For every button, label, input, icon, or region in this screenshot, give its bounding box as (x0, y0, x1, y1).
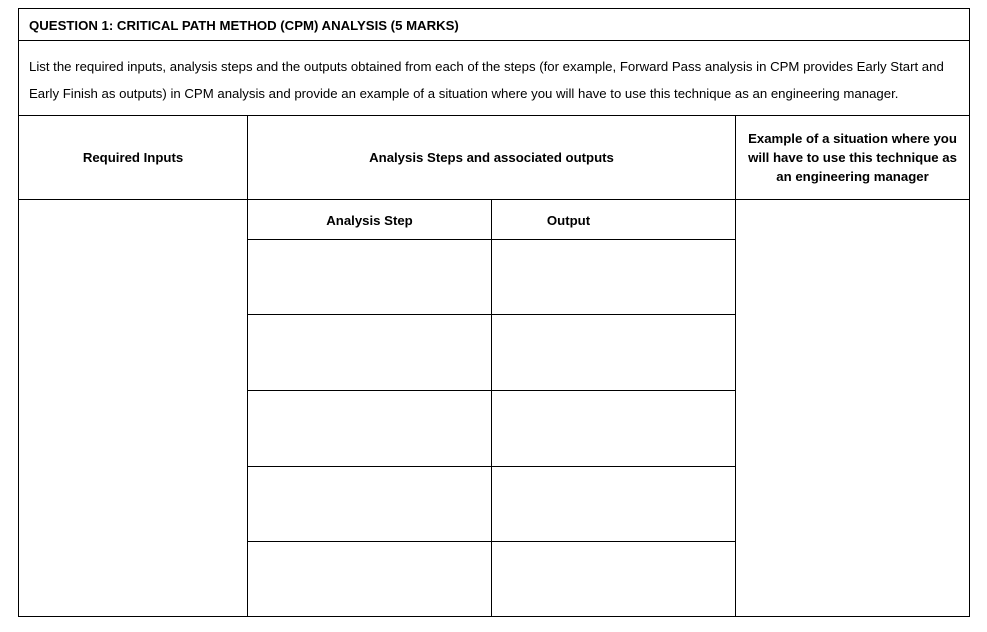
header-analysis-steps (248, 116, 735, 199)
output-cell-5[interactable] (492, 542, 735, 616)
output-cell-3[interactable] (492, 391, 735, 466)
header-example-label: Example of a situation where you will have to use this technique as an engineering manager (748, 131, 957, 184)
analysis-step-cell-5[interactable] (248, 542, 491, 616)
header-required-inputs-label: Required Inputs (82, 150, 184, 165)
header-example (736, 116, 969, 199)
analysis-step-cell-3[interactable] (248, 391, 491, 466)
subheader-output-label: Output (546, 212, 591, 228)
output-cell-4[interactable] (492, 467, 735, 541)
title-divider (18, 40, 970, 41)
output-cell-1[interactable] (492, 240, 735, 314)
subheader-analysis-step-label: Analysis Step (326, 212, 413, 228)
analysis-step-cell-4[interactable] (248, 467, 491, 541)
header-required-inputs (19, 116, 247, 199)
analysis-step-cell-1[interactable] (248, 240, 491, 314)
question-title: QUESTION 1: CRITICAL PATH METHOD (CPM) ANALYSIS (5 MARKS) (29, 18, 459, 33)
subheader-analysis-step (248, 201, 491, 239)
example-cell[interactable] (736, 200, 969, 616)
header-analysis-steps-label: Analysis Steps and associated outputs (369, 150, 614, 165)
required-inputs-cell[interactable] (19, 200, 247, 616)
subheader-output (492, 201, 645, 239)
output-cell-2[interactable] (492, 315, 735, 390)
question-instructions: List the required inputs, analysis steps and the outputs obtained from each of the steps (for example, Forward Pass analysis in CPM provides Early Start and Early Finish as outputs) in CPM analysis and provide an example of a situation where you will have to use this technique as an engineering manager. (29, 59, 944, 101)
analysis-step-cell-2[interactable] (248, 315, 491, 390)
